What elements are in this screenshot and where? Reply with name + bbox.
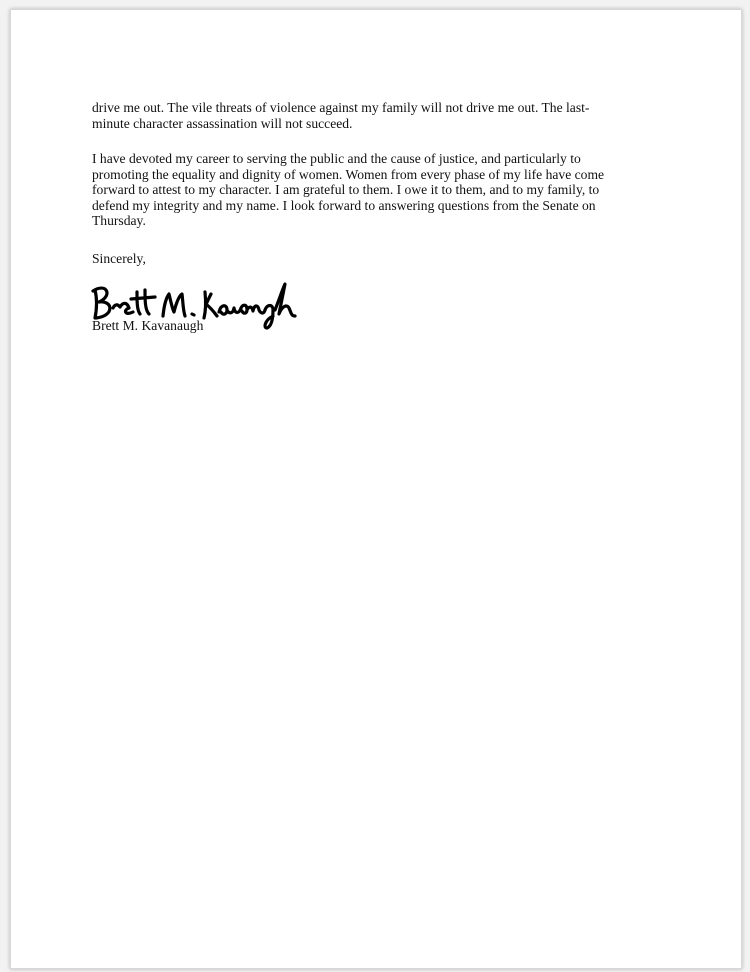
- paragraph-2-line: forward to attest to my character. I am grateful to them. I owe it to them, and to my family, to: [92, 182, 600, 198]
- paragraph-2-line: Thursday.: [92, 213, 146, 229]
- document-page: [10, 9, 742, 969]
- paragraph-2-line: defend my integrity and my name. I look forward to answering questions from the Senate on: [92, 197, 596, 213]
- typed-signatory-name: Brett M. Kavanaugh: [92, 318, 204, 333]
- paragraph-1-line: drive me out. The vile threats of violence against my family will not drive me out. The last-: [92, 100, 590, 115]
- paragraph-2-line: promoting the equality and dignity of women. Women from every phase of my life have come: [92, 166, 605, 182]
- closing-salutation: Sincerely,: [92, 251, 146, 266]
- paragraph-1: [92, 100, 652, 131]
- paragraph-1-line: minute character assassination will not succeed.: [92, 115, 353, 131]
- paragraph-2-line: I have devoted my career to serving the public and the cause of justice, and particularly to: [92, 151, 581, 166]
- paragraph-2: [92, 151, 652, 229]
